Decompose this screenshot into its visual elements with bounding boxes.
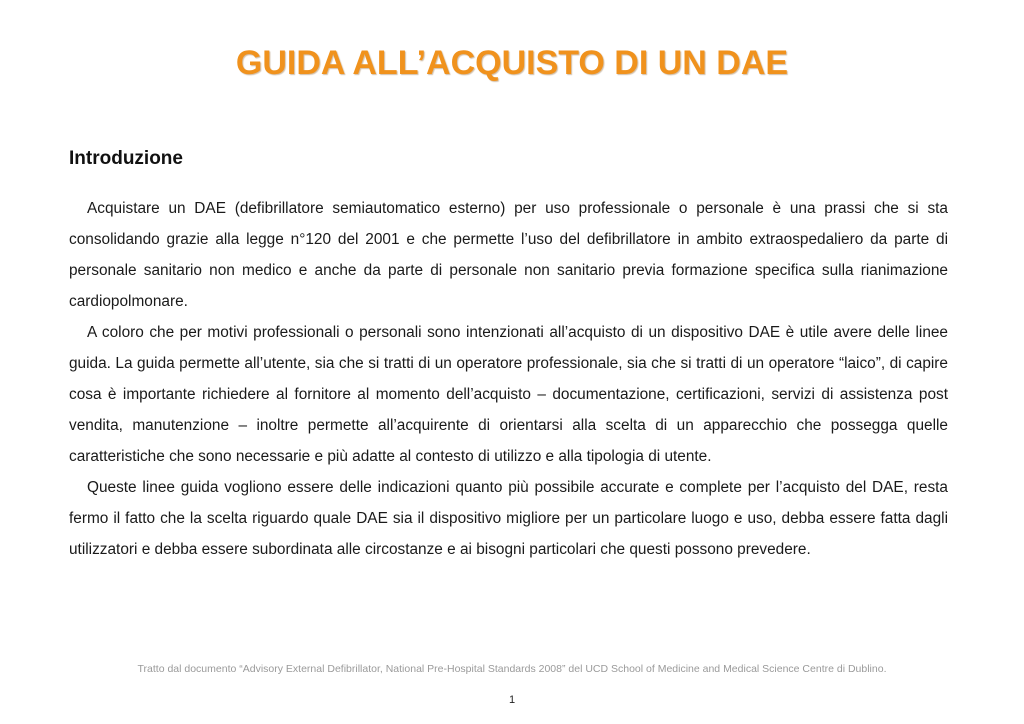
body-text: [69, 193, 948, 565]
paragraph-2: A coloro che per motivi professionali o personali sono intenzionati all’acquisto di un dispositivo DAE è utile avere delle linee guida. La guida permette all’utente, sia che si tratti di un operatore professionale, sia che si tratti di un operatore “laico”, di capire cosa è importante richiedere al fornitore al momento dell’acquisto – documentazione, certificazioni, servizi di assistenza post vendita, manutenzione – inoltre permette all’acquirente di orientarsi alla scelta di un apparecchio che possegga quelle caratteristiche che sono necessarie e più adatte al contesto di utilizzo e alla tipologia di utente.: [69, 324, 948, 465]
page-number: 1: [508, 694, 516, 706]
paragraph-3: Queste linee guida vogliono essere delle indicazioni quanto più possibile accurate e complete per l’acquisto del DAE, resta fermo il fatto che la scelta riguardo quale DAE sia il dispositivo migliore per un particolare luogo e uso, debba essere fatta dagli utilizzatori e debba essere subordinata alle circostanze e ai bisogni particolari che questi possono prevedere.: [69, 479, 948, 558]
section-heading: Introduzione: [69, 148, 183, 169]
paragraph-1: Acquistare un DAE (defibrillatore semiautomatico esterno) per uso professionale o personale è una prassi che si sta consolidando grazie alla legge n°120 del 2001 e che permette l’uso del defibrillatore in ambito extraospedaliero da parte di personale sanitario non medico e anche da parte di personale non sanitario previa formazione specifica sulla rianimazione cardiopolmonare.: [69, 200, 948, 310]
document-title: GUIDA ALL’ACQUISTO DI UN DAE: [235, 44, 789, 82]
footnote: Tratto dal documento “Advisory External Defibrillator, National Pre-Hospital Standards 2008” del UCD School of Medicine and Medical Science Centre di Dublino.: [137, 663, 887, 675]
